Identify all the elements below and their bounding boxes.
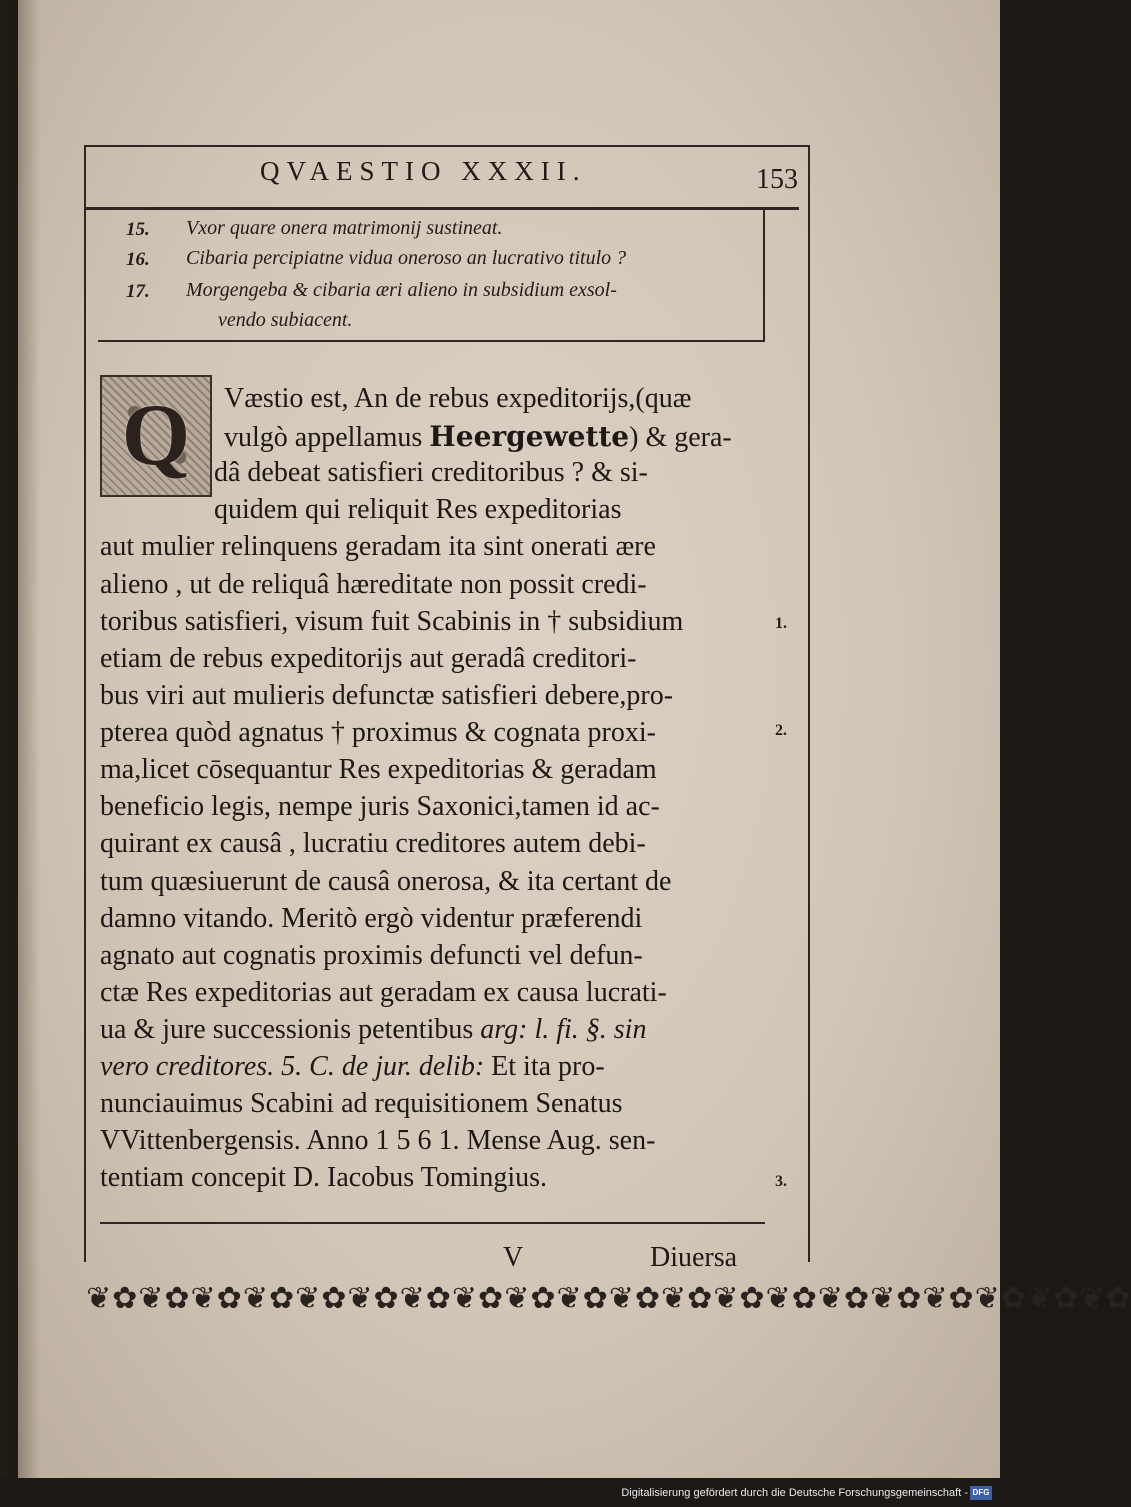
legal-citation: vero creditores. 5. C. de jur. delib:: [100, 1051, 485, 1082]
body-line: Væstio est, An de rebus expeditorijs,(quæ: [224, 383, 692, 414]
body-line: damno vitando. Meritò ergò videntur præferendi: [100, 903, 643, 934]
decorated-initial: [100, 375, 212, 497]
body-line: tentiam concepit D. Iacobus Tomingius.: [100, 1162, 547, 1193]
summary-line: Morgengeba & cibaria æri alieno in subsidium exsol-: [186, 279, 617, 301]
summary-number: 16.: [126, 249, 150, 270]
body-line: ma,licet cōsequantur Res expeditorias & geradam: [100, 754, 657, 785]
summary-number: 17.: [126, 281, 150, 302]
legal-citation: arg: l. fi. §. sin: [480, 1014, 647, 1045]
body-line: toribus satisfieri, visum fuit Scabinis in † subsidium: [100, 606, 684, 637]
body-line: etiam de rebus expeditorijs aut geradâ creditori-: [100, 643, 637, 674]
body-line: beneficio legis, nempe juris Saxonici,tamen id ac-: [100, 791, 660, 822]
body-line: bus viri aut mulieris defunctæ satisfieri debere,pro-: [100, 680, 674, 711]
summary-number: 15.: [126, 219, 150, 240]
running-title: QVAESTIO XXXII.: [260, 156, 587, 186]
bottom-rule: [100, 1222, 765, 1224]
body-line: pterea quòd agnatus † proximus & cognata proxi-: [100, 717, 656, 748]
body-line: quirant ex causâ , lucratiu creditores autem debi-: [100, 828, 646, 859]
margin-note: 3.: [775, 1173, 787, 1190]
signature-mark: V: [503, 1242, 524, 1273]
body-line: agnato aut cognatis proximis defuncti vel defun-: [100, 940, 643, 971]
body-line: [100, 1014, 646, 1046]
body-text: ) & gera-: [629, 422, 732, 453]
summary-line: Vxor quare onera matrimonij sustineat.: [186, 217, 503, 239]
folio-number: 153: [756, 164, 798, 195]
body-text: vulgò appellamus: [224, 422, 430, 453]
body-line: quidem qui reliquit Res expeditorias: [214, 494, 622, 525]
summary-line: vendo subiacent.: [218, 309, 353, 331]
body-line: ctæ Res expeditorias aut geradam ex causa lucrati-: [100, 977, 667, 1008]
body-line: nunciauimus Scabini ad requisitionem Senatus: [100, 1088, 623, 1119]
body-text: ua & jure successionis petentibus: [100, 1014, 481, 1045]
body-line: aut mulier relinquens geradam ita sint onerati ære: [100, 531, 656, 562]
ornament-band: ❦✿❦✿❦✿❦✿❦✿❦✿❦✿❦✿❦✿❦✿❦✿❦✿❦✿❦✿❦✿❦✿❦✿❦✿❦✿❦✿: [86, 1281, 1131, 1316]
body-line: [100, 1051, 605, 1083]
catchword: Diuersa: [650, 1242, 738, 1273]
margin-note: 2.: [775, 722, 787, 739]
initial-letter: Q: [121, 387, 191, 484]
dfg-logo-icon: DFG: [970, 1486, 992, 1500]
body-text: Et ita pro-: [484, 1051, 605, 1082]
digitization-credit: Digitalisierung gefördert durch die Deutsche Forschungsgemeinschaft -: [621, 1487, 968, 1499]
margin-note: 1.: [775, 615, 787, 632]
body-line: [224, 420, 732, 454]
blackletter-term: Heergewette: [429, 420, 630, 453]
body-line: dâ debeat satisfieri creditoribus ? & si-: [214, 457, 648, 488]
body-line: VVittenbergensis. Anno 1 5 6 1. Mense Aug. sen-: [100, 1125, 656, 1156]
body-line: tum quæsiuerunt de causâ onerosa, & ita certant de: [100, 866, 672, 897]
spine-shadow: [0, 0, 40, 1478]
summary-line: Cibaria percipiatne vidua oneroso an lucrativo titulo ?: [186, 247, 627, 269]
body-line: alieno , ut de reliquâ hæreditate non possit credi-: [100, 569, 647, 600]
